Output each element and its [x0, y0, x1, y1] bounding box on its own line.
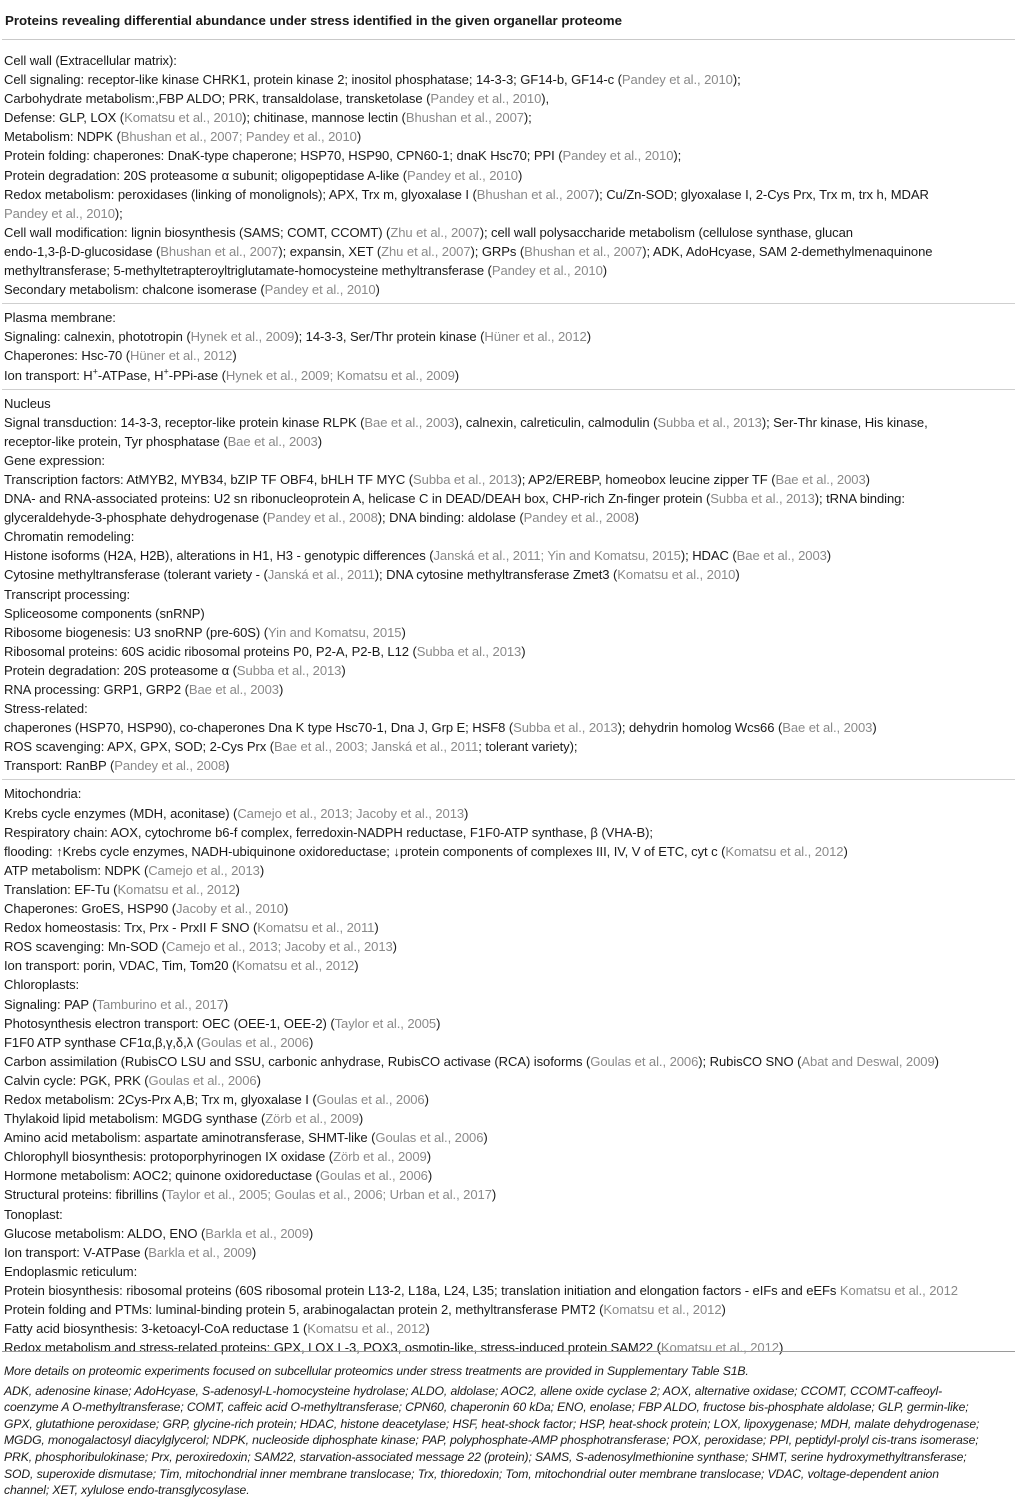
table-line	[4, 394, 1015, 413]
footnote-line: SOD, superoxide dismutase; Tim, mitochondrial inner membrane translocase; Trx, thioredoxin; Tom, mitochondrial outer membrane translocase; VDAC, voltage-dependent anion	[4, 1466, 939, 1481]
table-line	[4, 489, 1015, 508]
citation-link[interactable]: Bhushan et al., 2007	[405, 110, 524, 126]
citation-link[interactable]: Pandey et al., 2010	[264, 282, 376, 298]
line-text: )	[491, 1187, 497, 1203]
line-text: -PPi-ase (	[168, 367, 226, 383]
line-text: Protein degradation: 20S proteasome α (	[4, 662, 237, 678]
line-text: Tonoplast:	[4, 1206, 63, 1222]
line-text: )	[586, 329, 591, 345]
line-text: )	[735, 567, 740, 583]
line-text: )	[843, 843, 848, 859]
line-text: ); tRNA binding:	[814, 491, 905, 507]
line-text: Ion transport: V-ATPase (	[4, 1244, 149, 1260]
line-text: Ion transport: H	[4, 367, 93, 383]
line-text: Calvin cycle: PGK, PRK (	[4, 1072, 149, 1088]
line-text: Protein folding: chaperones: DnaK-type chaperone; HSP70, HSP90, CPN60-1; dnaK Hsc70; PPI (	[4, 148, 563, 164]
line-text: Ion transport: porin, VDAC, Tim, Tom20 (	[4, 958, 237, 974]
line-text: )	[308, 1225, 314, 1241]
line-text: Secondary metabolism: chalcone isomerase (	[4, 282, 265, 298]
citation-link[interactable]: Komatsu et al., 2010	[124, 110, 243, 126]
line-text: Transport: RanBP (	[4, 758, 115, 774]
line-text: Respiratory chain: AOX, cytochrome b6-f complex, ferredoxin-NADPH reductase, F1F0-ATP synthase, β (VHA-B);	[4, 824, 653, 840]
line-text: Translation: EF-Tu (	[4, 881, 118, 897]
citation-link[interactable]: Zörb et al., 2009	[265, 1111, 359, 1127]
citation-link[interactable]: Subba et al., 2013	[710, 491, 815, 507]
citation-link[interactable]: Komatsu et al., 2011	[257, 920, 375, 936]
table-line	[4, 784, 1015, 803]
citation-link[interactable]: Yin and Komatsu, 2015	[267, 624, 402, 640]
citation-link[interactable]: Komatsu et al., 2012	[660, 1340, 779, 1356]
citation-link[interactable]: Komatsu et al., 2012	[117, 881, 236, 897]
line-text: )	[778, 1340, 784, 1356]
table-line	[4, 842, 1015, 861]
line-text: ),	[541, 91, 550, 107]
table-line	[4, 470, 1015, 489]
line-text: )	[426, 1149, 431, 1165]
line-text: F1F0 ATP synthase CF1α,β,γ,δ,λ (	[4, 1034, 201, 1050]
citation-link[interactable]: Camejo et al., 2013; Jacoby et al., 2013	[165, 939, 393, 955]
table-line	[4, 146, 1015, 165]
table-line	[4, 1281, 1015, 1300]
table-line	[4, 1243, 1015, 1262]
footnote-line: PRK, phosphoribulokinase; Prx, peroxiredoxin; SAM22, starvation-associated message 22 (protein); SAMS, S-adenosylmethionine synthase; SHMT, serine hydroxymethyltransferase;	[4, 1449, 967, 1464]
citation-link[interactable]: Bae et al., 2003	[775, 471, 866, 487]
citation-link[interactable]: Komatsu et al., 2010	[617, 567, 736, 583]
citation-link[interactable]: Komatsu et al., 2012	[307, 1321, 426, 1337]
table-section	[2, 389, 1015, 776]
line-text: Cell wall modification: lignin biosynthesis (SAMS; COMT, CCOMT) (	[4, 224, 391, 240]
table-line	[4, 1014, 1015, 1033]
table-section	[2, 303, 1015, 384]
line-text: Ribosomal proteins: 60S acidic ribosomal proteins P0, P2-A, P2-B, L12 (	[4, 643, 417, 659]
line-text: )	[259, 862, 265, 878]
table-line	[4, 899, 1015, 918]
line-text: Protein folding and PTMs: luminal-binding protein 5, arabinogalactan protein 2, methyltransferase PMT2 (	[4, 1302, 604, 1317]
citation-link[interactable]: Subba et al., 2013	[513, 720, 618, 736]
line-text: )	[341, 662, 346, 678]
citation-link[interactable]: Bhushan et al., 2007	[160, 243, 279, 259]
line-text: Chloroplasts:	[4, 977, 80, 993]
line-text: ROS scavenging: Mn-SOD (	[4, 939, 166, 955]
line-text: )	[483, 1130, 488, 1146]
citation-link[interactable]: Bhushan et al., 2007	[476, 186, 595, 202]
line-text: )	[424, 1091, 429, 1107]
line-text: Carbohydrate metabolism:,FBP ALDO; PRK, transaldolase, transketolase (	[4, 91, 431, 107]
line-text: Cell wall (Extracellular matrix):	[4, 53, 177, 68]
citation-link[interactable]: Komatsu et al., 2012	[236, 958, 355, 974]
line-text: )	[425, 1321, 430, 1337]
citation-link[interactable]: Barkla et al., 2009	[148, 1244, 252, 1260]
table-line	[4, 1090, 1015, 1109]
table-line	[4, 432, 1015, 451]
line-text: );	[523, 110, 532, 126]
table-line	[4, 642, 1015, 661]
citation-link[interactable]: Subba et al., 2013	[413, 471, 518, 487]
line-text: RNA processing: GRP1, GRP2 (	[4, 682, 189, 697]
table-line	[4, 995, 1015, 1014]
table-line	[4, 1033, 1015, 1052]
line-text: Signal transduction: 14-3-3, receptor-like protein kinase RLPK (	[4, 414, 365, 430]
citation-link[interactable]: Subba et al., 2013	[236, 662, 342, 678]
table-line	[4, 308, 1015, 327]
table-caption: Proteins revealing differential abundance under stress identified in the given organellar proteome	[5, 13, 622, 28]
citation-link[interactable]: Hynek et al., 2009; Komatsu et al., 2009	[225, 367, 455, 383]
line-text: Defense: GLP, LOX (	[4, 110, 125, 126]
line-text: Transcription factors: AtMYB2, MYB34, bZIP TF OBF4, bHLH TF MYC (	[4, 471, 414, 487]
line-text: ); chitinase, mannose lectin (	[242, 110, 406, 126]
line-text: )	[602, 263, 608, 279]
line-text: )	[283, 901, 289, 917]
line-text: )	[225, 758, 230, 774]
footnotes	[2, 1352, 1015, 1499]
citation-link[interactable]: Zörb et al., 2009	[333, 1149, 427, 1165]
table-footer	[2, 1351, 1015, 1499]
table-line	[4, 1185, 1015, 1204]
line-text: ); Ser-Thr kinase, His kinase,	[761, 414, 928, 430]
table-line	[4, 680, 1015, 699]
table-line	[4, 1319, 1015, 1338]
line-text: Transcript processing:	[4, 586, 131, 602]
citation-link[interactable]: Bae et al., 2003	[782, 720, 873, 736]
footnote-line: channel; XET, xylulose endo-transglycosylase.	[4, 1483, 250, 1498]
line-text: ATP metabolism: NDPK (	[4, 862, 149, 878]
line-text: chaperones (HSP70, HSP90), co-chaperones Dna K type Hsc70-1, Dna J, Grp E; HSF8 (	[4, 720, 514, 736]
citation-link[interactable]: Komatsu et al., 2012	[603, 1302, 722, 1317]
line-text: )	[358, 1111, 364, 1127]
line-text: ); cell wall polysaccharide metabolism (cellulose synthase, glucan	[479, 224, 853, 240]
line-text: )	[251, 1244, 257, 1260]
line-text: )	[375, 282, 380, 298]
line-text: )	[256, 1072, 261, 1088]
table-line	[4, 623, 1015, 642]
line-text: endo-1,3-β-D-glucosidase (	[4, 243, 161, 259]
line-text: Fatty acid biosynthesis: 3-ketoacyl-CoA reductase 1 (	[4, 1321, 308, 1337]
line-text: )	[436, 1015, 441, 1031]
table-line	[4, 861, 1015, 880]
table-line	[4, 166, 1015, 185]
table-line	[4, 204, 1015, 223]
line-text: ); DNA binding: aldolase (	[377, 510, 524, 526]
table-line	[4, 880, 1015, 899]
table-line	[4, 918, 1015, 937]
table-line	[4, 1128, 1015, 1147]
table-line	[4, 1052, 1015, 1071]
line-text: Protein biosynthesis: ribosomal proteins (60S ribosomal protein L13-2, L18a, L24, L35; translation initiation and elongation factors - eIFs and eEFs	[4, 1282, 840, 1298]
line-text: )	[634, 510, 639, 526]
citation-link[interactable]: Camejo et al., 2013; Jacoby et al., 2013	[237, 805, 465, 821]
line-text: flooding: ↑Krebs cycle enzymes, NADH-ubiquinone oxidoreductase; ↓protein components of complexes III, IV, V of ETC, cyt c (	[4, 843, 726, 859]
table-line	[4, 1071, 1015, 1090]
line-text: );	[673, 148, 682, 164]
table-line	[4, 413, 1015, 432]
line-text: ); dehydrin homolog Wcs66 (	[617, 720, 783, 736]
line-text: )	[872, 720, 877, 736]
footnote-line: coenzyme A O-methyltransferase; COMT, caffeic acid O-methyltransferase; CPN60, chaperonin 60 kDa; ENO, enolase; FBP ALDO, fructose bis-phosphate aldolase; GLP, germin-like;	[4, 1400, 969, 1415]
citation-link[interactable]: Pandey et al., 2008	[266, 510, 378, 526]
line-text: )	[317, 433, 322, 449]
line-text: )	[401, 624, 406, 640]
citation-link[interactable]: Bae et al., 2003; Janská et al., 2011	[274, 739, 479, 755]
citation-link[interactable]: Pandey et al., 2010	[562, 148, 674, 164]
line-text: Histone isoforms (H2A, H2B), alterations in H1, H3 - genotypic differences (	[4, 548, 434, 564]
table-line	[4, 366, 1015, 385]
citation-link[interactable]: Hüner et al., 2012	[130, 348, 233, 364]
line-text: ); GRPs (	[470, 243, 525, 259]
citation-link[interactable]: Goulas et al., 2006	[375, 1130, 484, 1146]
citation-link[interactable]: Hüner et al., 2012	[484, 329, 587, 345]
table-line	[4, 604, 1015, 623]
line-text: )	[721, 1302, 726, 1317]
table-line	[4, 1300, 1015, 1319]
table-line	[4, 1205, 1015, 1224]
table-line	[4, 527, 1015, 546]
citation-link[interactable]: Pandey et al., 2010	[407, 167, 518, 183]
table-line	[4, 804, 1015, 823]
line-text: Signaling: calnexin, phototropin (	[4, 329, 191, 345]
citation-link[interactable]: Goulas et al., 2006	[319, 1168, 428, 1184]
line-text: )	[517, 167, 523, 183]
citation-link[interactable]: Pandey et al., 2010	[430, 91, 542, 107]
line-text: ), calnexin, calreticulin, calmodulin (	[454, 414, 658, 430]
line-text: )	[308, 1034, 314, 1050]
table-line	[4, 585, 1015, 604]
line-text: Amino acid metabolism: aspartate aminotransferase, SHMT-like (	[4, 1130, 376, 1146]
citation-link[interactable]: Bae et al., 2003	[188, 682, 279, 697]
proteome-table	[2, 0, 1015, 1357]
line-text: )	[454, 367, 460, 383]
line-text: )	[278, 682, 284, 697]
citation-link[interactable]: Jacoby et al., 2010	[175, 901, 284, 917]
table-line	[4, 261, 1015, 280]
line-text: glyceraldehyde-3-phosphate dehydrogenase (	[4, 510, 267, 526]
line-text: methyltransferase; 5-methyltetrapteroyltriglutamate-homocysteine methyltransferase (	[4, 263, 492, 279]
table-line	[4, 737, 1015, 756]
citation-link[interactable]: Hynek et al., 2009	[190, 329, 295, 345]
citation-link[interactable]: Bae et al., 2003	[736, 548, 827, 564]
table-line	[4, 956, 1015, 975]
citation-link[interactable]: Pandey et al., 2010	[4, 205, 115, 221]
line-text: Endoplasmic reticulum:	[4, 1263, 138, 1279]
citation-link[interactable]: Taylor et al., 2005	[334, 1015, 437, 1031]
footnote-line: MGDG, monogalactosyl diacylglycerol; NDPK, nucleoside diphosphate kinase; PAP, polyphosphate-AMP phosphotransferase; POX, peroxidase; PPI, peptidyl-prolyl cis-trans isomerase;	[4, 1433, 979, 1448]
table-line	[4, 223, 1015, 242]
line-text: ); RubisCO SNO (	[698, 1053, 802, 1069]
line-text: ROS scavenging: APX, GPX, SOD; 2-Cys Prx (	[4, 739, 274, 755]
citation-link[interactable]: Bhushan et al., 2007	[524, 243, 643, 259]
line-text: Protein degradation: 20S proteasome α subunit; oligopeptidase A-like (	[4, 167, 408, 183]
footnote-line: ADK, adenosine kinase; AdoHcyase, S-adenosyl-L-homocysteine hydrolase; ALDO, aldolase; AOC2, allene oxide cyclase 2; AOX, alternative oxidase; CCOMT, CCOMT-caffeoyl-	[4, 1383, 943, 1398]
table-line	[4, 280, 1015, 299]
table-line	[4, 565, 1015, 584]
line-text: Redox metabolism: peroxidases (linking of monolignols); APX, Trx m, glyoxalase I (	[4, 186, 477, 202]
line-text: Spliceosome components (snRNP)	[4, 605, 205, 621]
citation-link[interactable]: Camejo et al., 2013	[148, 862, 260, 878]
line-text: Chaperones: Hsc-70 (	[4, 348, 131, 364]
line-text: )	[354, 958, 359, 974]
line-text: Chlorophyll biosynthesis: protoporphyrinogen IX oxidase (	[4, 1149, 334, 1165]
superscript: +	[163, 366, 169, 377]
table-line	[4, 51, 1015, 70]
citation-link[interactable]: Bhushan et al., 2007; Pandey et al., 2010	[120, 129, 357, 145]
line-text: -ATPase, H	[97, 367, 164, 383]
line-text: );	[114, 205, 123, 221]
line-text: ); Cu/Zn-SOD; glyoxalase I, 2-Cys Prx, Trx m, trx h, MDAR	[594, 186, 929, 202]
line-text: ); DNA cytosine methyltransferase Zmet3 (	[374, 567, 618, 583]
citation-link[interactable]: Subba et al., 2013	[416, 643, 522, 659]
line-text: Ribosome biogenesis: U3 snoRNP (pre-60S) (	[4, 624, 268, 640]
table-line	[4, 718, 1015, 737]
line-text: )	[223, 996, 229, 1012]
line-text: Cell signaling: receptor-like kinase CHRK1, protein kinase 2; inositol phosphatase; 14-3-3; GF14-b, GF14-c (	[4, 72, 622, 88]
line-text: Structural proteins: fibrillins (	[4, 1187, 166, 1203]
citation-link[interactable]: Janská et al., 2011	[267, 567, 375, 583]
line-text: Cytosine methyltransferase (tolerant variety - (	[4, 567, 268, 583]
line-text: Photosynthesis electron transport: OEC (OEE-1, OEE-2) (	[4, 1015, 335, 1031]
citation-link[interactable]: Goulas et al., 2006	[200, 1034, 309, 1050]
line-text: Carbon assimilation (RubisCO LSU and SSU, carbonic anhydrase, RubisCO activase (RCA) isoforms (	[4, 1053, 591, 1069]
citation-link[interactable]: Subba et al., 2013	[657, 414, 762, 430]
line-text: Hormone metabolism: AOC2; quinone oxidoreductase (	[4, 1168, 320, 1184]
line-text: ); ADK, AdoHcyase, SAM 2-demethylmenaquinone	[642, 243, 933, 259]
citation-link[interactable]: Tamburino et al., 2017	[96, 996, 224, 1012]
line-text: Gene expression:	[4, 452, 105, 468]
table-line	[4, 108, 1015, 127]
table-line	[4, 327, 1015, 346]
line-text: receptor-like protein, Tyr phosphatase (	[4, 433, 228, 449]
citation-link[interactable]: Bae et al., 2003	[364, 414, 455, 430]
line-text: Thylakoid lipid metabolism: MGDG synthase (	[4, 1111, 266, 1127]
citation-link[interactable]: Goulas et al., 2006	[590, 1053, 699, 1069]
table-line	[4, 89, 1015, 108]
line-text: ); 14-3-3, Ser/Thr protein kinase (	[294, 329, 485, 345]
line-text: Redox metabolism: 2Cys-Prx A,B; Trx m, glyoxalase I (	[4, 1091, 317, 1107]
citation-link[interactable]: Zhu et al., 2007	[381, 243, 471, 259]
table-line	[4, 1166, 1015, 1185]
citation-link[interactable]: Zhu et al., 2007	[390, 224, 480, 240]
line-text: ; tolerant variety);	[478, 739, 578, 755]
table-line	[4, 1109, 1015, 1128]
line-text: DNA- and RNA-associated proteins: U2 sn ribonucleoprotein A, helicase C in DEAD/DEAH box, CHP-rich Zn-finger protein (	[4, 491, 711, 507]
table-line	[4, 346, 1015, 365]
line-text: Nucleus	[4, 395, 51, 411]
table-line	[4, 975, 1015, 994]
line-text: Plasma membrane:	[4, 310, 116, 326]
footnote-line: GPX, glutathione peroxidase; GRP, glycine-rich protein; HDAC, histone deacetylase; HSF, heat-shock factor; HSP, heat-shock protein; LOX, lipoxygenase; MDH, malate dehydrogenase;	[4, 1416, 980, 1431]
line-text: Glucose metabolism: ALDO, ENO (	[4, 1225, 206, 1241]
citation-link[interactable]: Goulas et al., 2006	[148, 1072, 257, 1088]
line-text: )	[826, 548, 832, 564]
table-line	[4, 242, 1015, 261]
citation-link[interactable]: Komatsu et al., 2012	[839, 1282, 958, 1298]
line-text: )	[232, 348, 237, 364]
table-line	[4, 185, 1015, 204]
line-text: )	[392, 939, 397, 955]
citation-link[interactable]: Pandey et al., 2008	[114, 758, 226, 774]
table-line	[4, 1224, 1015, 1243]
citation-link[interactable]: Taylor et al., 2005; Goulas et al., 2006; Urban et al., 2017	[165, 1187, 492, 1203]
line-text: Krebs cycle enzymes (MDH, aconitase) (	[4, 805, 238, 821]
citation-link[interactable]: Komatsu et al., 2012	[725, 843, 844, 859]
line-text: Chromatin remodeling:	[4, 529, 135, 545]
table-line	[4, 70, 1015, 89]
line-text: )	[521, 643, 526, 659]
line-text: Redox homeostasis: Trx, Prx - PrxII F SNO (	[4, 920, 258, 936]
line-text: )	[865, 471, 870, 487]
line-text: )	[464, 805, 469, 821]
footnote-line: More details on proteomic experiments focused on subcellular proteomics under stress treatments are provided in Supplementary Table S1B.	[4, 1364, 749, 1378]
line-text: Chaperones: GroES, HSP90 (	[4, 901, 176, 917]
table-section	[2, 51, 1015, 299]
line-text: ); AP2/EREBP, homeobox leucine zipper TF (	[517, 471, 776, 487]
citation-link[interactable]: Pandey et al., 2008	[523, 510, 635, 526]
superscript: +	[92, 366, 98, 377]
citation-link[interactable]: Abat and Deswal, 2009	[801, 1053, 935, 1069]
table-section	[2, 779, 1015, 1357]
line-text: )	[356, 129, 362, 145]
line-text: )	[934, 1053, 939, 1069]
line-text: )	[235, 881, 240, 897]
line-text: Redox metabolism and stress-related proteins: GPX, LOX L-3, POX3, osmotin-like, stress-induced protein SAM22 (	[4, 1340, 661, 1356]
line-text: Mitochondria:	[4, 786, 82, 802]
line-text: )	[427, 1168, 433, 1184]
line-text: Stress-related:	[4, 701, 88, 717]
citation-link[interactable]: Goulas et al., 2006	[316, 1091, 425, 1107]
table-line	[4, 661, 1015, 680]
line-text: ); HDAC (	[680, 548, 737, 564]
table-line	[4, 127, 1015, 146]
table-line	[4, 1262, 1015, 1281]
table-line	[4, 451, 1015, 470]
table-line	[4, 756, 1015, 775]
line-text: ); expansin, XET (	[278, 243, 382, 259]
table-body	[2, 40, 1015, 1357]
line-text: )	[374, 920, 379, 936]
citation-link[interactable]: Bae et al., 2003	[227, 433, 318, 449]
citation-link[interactable]: Pandey et al., 2010	[491, 263, 603, 279]
citation-link[interactable]: Pandey et al., 2010	[621, 72, 733, 88]
table-line	[4, 508, 1015, 527]
citation-link[interactable]: Janská et al., 2011; Yin and Komatsu, 2015	[433, 548, 681, 564]
table-line	[4, 1147, 1015, 1166]
table-line	[4, 823, 1015, 842]
line-text: Metabolism: NDPK (	[4, 129, 121, 145]
citation-link[interactable]: Barkla et al., 2009	[205, 1225, 309, 1241]
line-text: );	[732, 72, 741, 88]
table-line	[4, 937, 1015, 956]
line-text: Signaling: PAP (	[4, 996, 97, 1012]
table-line	[4, 546, 1015, 565]
table-line	[4, 699, 1015, 718]
